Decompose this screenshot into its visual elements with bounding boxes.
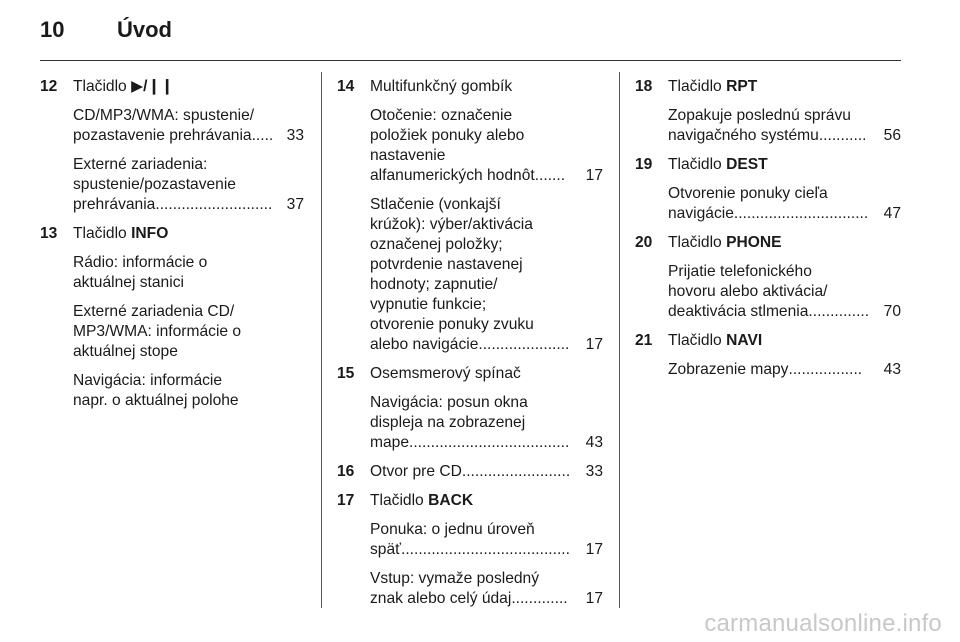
control-item — [635, 331, 901, 380]
toc-leader: ..................... — [478, 336, 570, 353]
control-item — [635, 233, 901, 322]
control-item — [40, 224, 304, 411]
item-number: 21 — [635, 332, 653, 349]
control-item — [337, 77, 603, 355]
toc-leader: ..................................... — [409, 434, 570, 451]
toc-leader: ....................................... — [401, 541, 570, 558]
page-reference[interactable]: 33 — [585, 463, 603, 480]
button-name: NAVI — [726, 332, 763, 349]
description-line: potvrdenie nastavenej — [370, 256, 523, 273]
watermark: carmanualsonline.info — [704, 610, 942, 637]
column-divider — [619, 72, 620, 608]
item-title — [73, 224, 304, 244]
description — [73, 106, 304, 146]
toc-leader: ............. — [511, 590, 568, 607]
description-line: hovoru alebo aktivácia/ — [668, 283, 828, 300]
toc-leader: ......................... — [461, 463, 571, 480]
description — [370, 569, 603, 609]
description — [370, 106, 603, 186]
toc-text: deaktivácia stlmenia — [668, 303, 809, 320]
item-title — [73, 77, 304, 97]
page-reference[interactable]: 47 — [883, 205, 901, 222]
toc-text: Otvor pre CD — [370, 463, 462, 480]
description-line: MP3/WMA: informácie o — [73, 323, 242, 340]
toc-leader: ....... — [534, 167, 566, 184]
description-line: spustenie/pozastavenie — [73, 176, 236, 193]
description-line: nastavenie — [370, 147, 446, 164]
toc-line[interactable] — [370, 589, 603, 609]
toc-line[interactable] — [668, 204, 901, 224]
toc-line[interactable] — [370, 166, 603, 186]
button-name: INFO — [131, 225, 169, 242]
description-line: položiek ponuky alebo — [370, 127, 525, 144]
description — [668, 262, 901, 322]
page-title: Úvod — [117, 17, 172, 42]
description-line: aktuálnej stope — [73, 343, 178, 360]
page-reference[interactable]: 17 — [585, 167, 603, 184]
toc-text: alfanumerických hodnôt — [370, 167, 535, 184]
column-2 — [337, 77, 603, 618]
description — [668, 106, 901, 146]
page-reference[interactable]: 43 — [585, 434, 603, 451]
toc-line[interactable] — [668, 302, 901, 322]
description-line: aktuálnej stanici — [73, 274, 184, 291]
toc-line[interactable] — [73, 126, 304, 146]
description-line: Navigácia: informácie — [73, 372, 223, 389]
item-number: 19 — [635, 156, 653, 173]
toc-line[interactable] — [73, 195, 304, 215]
item-number: 14 — [337, 78, 355, 95]
page-reference[interactable]: 37 — [286, 196, 304, 213]
item-number: 12 — [40, 78, 58, 95]
column-1 — [40, 77, 304, 420]
item-title — [370, 77, 603, 97]
item-number: 13 — [40, 225, 58, 242]
description — [370, 195, 603, 355]
toc-text: znak alebo celý údaj — [370, 590, 512, 607]
page-reference[interactable]: 33 — [286, 127, 304, 144]
toc-text: prehrávania — [73, 196, 156, 213]
item-label: Tlačidlo — [370, 492, 429, 509]
page-reference[interactable]: 17 — [585, 590, 603, 607]
page-number: 10 — [40, 17, 65, 42]
item-title — [668, 331, 901, 351]
toc-text: pozastavenie prehrávania — [73, 127, 252, 144]
item-number: 17 — [337, 492, 355, 509]
item-label: Multifunkčný gombík — [370, 78, 513, 95]
description — [73, 302, 304, 362]
page-reference[interactable]: 56 — [883, 127, 901, 144]
button-name: ▶/❙❙ — [131, 78, 174, 95]
toc-leader: ..... — [251, 127, 274, 144]
toc-text: Zobrazenie mapy — [668, 361, 789, 378]
column-divider — [321, 72, 322, 608]
toc-leader: ................. — [788, 361, 863, 378]
description — [73, 371, 304, 411]
description-line: CD/MP3/WMA: spustenie/ — [73, 107, 255, 124]
page-reference[interactable]: 43 — [883, 361, 901, 378]
control-item — [337, 462, 603, 482]
toc-line[interactable] — [668, 360, 901, 380]
description-line: krúžok): výber/aktivácia — [370, 216, 533, 233]
description-line: displeja na zobrazenej — [370, 414, 526, 431]
control-item — [337, 364, 603, 453]
page-reference[interactable]: 17 — [585, 336, 603, 353]
page-reference[interactable]: 17 — [585, 541, 603, 558]
button-name: DEST — [726, 156, 768, 173]
description-line: Navigácia: posun okna — [370, 394, 528, 411]
toc-text: mape — [370, 434, 410, 451]
description-line: Externé zariadenia CD/ — [73, 303, 235, 320]
toc-leader: ............................... — [733, 205, 869, 222]
description-line: Stlačenie (vonkajší — [370, 196, 501, 213]
description-line: vypnutie funkcie; — [370, 296, 487, 313]
control-item — [40, 77, 304, 215]
description-line: Zopakuje poslednú správu — [668, 107, 851, 124]
toc-line[interactable] — [370, 433, 603, 453]
description — [370, 393, 603, 453]
description-line: Rádio: informácie o — [73, 254, 208, 271]
item-label: Tlačidlo — [668, 156, 722, 173]
description — [73, 155, 304, 215]
description — [370, 520, 603, 560]
description-line: otvorenie ponuky zvuku — [370, 316, 534, 333]
description-line: napr. o aktuálnej polohe — [73, 392, 239, 409]
toc-text: navigačného systému — [668, 127, 819, 144]
description-line: Otvorenie ponuky cieľa — [668, 185, 828, 202]
toc-line[interactable] — [370, 540, 603, 560]
item-title — [370, 364, 603, 384]
toc-leader: ........... — [818, 127, 867, 144]
toc-leader: ........................... — [155, 196, 273, 213]
item-label: Osemsmerový spínač — [370, 365, 521, 382]
description-line: označenej položky; — [370, 236, 503, 253]
description — [668, 360, 901, 380]
description — [73, 253, 304, 293]
description-line: hodnoty; zapnutie/ — [370, 276, 498, 293]
button-name: RPT — [726, 78, 758, 95]
page-reference[interactable]: 70 — [883, 303, 901, 320]
item-number: 16 — [337, 463, 355, 480]
item-label: Tlačidlo — [668, 332, 722, 349]
item-title — [668, 155, 901, 175]
toc-text: späť — [370, 541, 401, 558]
item-number: 20 — [635, 234, 653, 251]
toc-line[interactable] — [370, 335, 603, 355]
item-number: 18 — [635, 78, 653, 95]
description-line: Otočenie: označenie — [370, 107, 513, 124]
control-item — [337, 491, 603, 609]
toc-line[interactable] — [370, 462, 603, 482]
column-3 — [635, 77, 901, 389]
description — [668, 184, 901, 224]
item-label: Tlačidlo — [73, 225, 127, 242]
item-title — [668, 233, 901, 253]
item-label: Tlačidlo — [73, 78, 127, 95]
toc-text: navigácie — [668, 205, 734, 222]
control-item — [635, 155, 901, 224]
button-name: BACK — [428, 492, 474, 509]
button-name: PHONE — [726, 234, 782, 251]
item-title — [370, 491, 603, 511]
item-number: 15 — [337, 365, 355, 382]
item-label: Tlačidlo — [668, 234, 722, 251]
description-line: Ponuka: o jednu úroveň — [370, 521, 535, 538]
toc-text: alebo navigácie — [370, 336, 479, 353]
control-item — [635, 77, 901, 146]
description-line: Prijatie telefonického — [668, 263, 812, 280]
item-title — [668, 77, 901, 97]
header-rule — [40, 60, 901, 61]
description-line: Vstup: vymaže posledný — [370, 570, 540, 587]
description-line: Externé zariadenia: — [73, 156, 208, 173]
toc-leader: .............. — [808, 303, 870, 320]
toc-line[interactable] — [668, 126, 901, 146]
item-label: Tlačidlo — [668, 78, 722, 95]
